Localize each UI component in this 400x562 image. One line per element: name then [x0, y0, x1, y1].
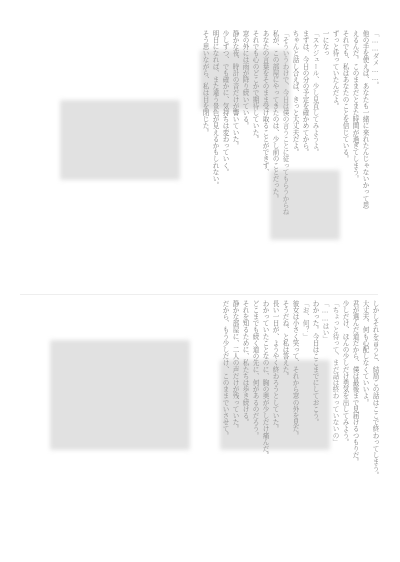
text-column: ずっと待っていたんだよ。: [331, 30, 339, 110]
text-column: 私が、この部屋にやってきたのは、少し前のことだった。: [271, 30, 279, 202]
blurred-region: [50, 340, 190, 450]
text-column: えるんだ。このままだとまた時間が過ぎてしまう。: [351, 30, 359, 182]
text-column: わかった。今日はここまでにしておこう。: [311, 300, 319, 426]
text-column: 少しだけ、ほんの少しだけ勇気を出してみよう。: [341, 300, 349, 446]
text-column: 他の手を使えば、あなたも一緒に来れたんじゃないかって思: [361, 30, 369, 209]
lower-text-block: [20, 300, 378, 540]
text-column: 「そういうわけで、今日は僕の言うことに従ってもらうからね: [281, 30, 289, 215]
text-column: 一になっ: [321, 30, 329, 57]
text-column: 少しずつ、でも確かに、気持ちは変わっていく。: [221, 30, 229, 176]
text-column: わかっていたことなのに、胸の奥が少しだけ痛んだ。: [261, 300, 269, 459]
section-divider: [20, 294, 378, 295]
text-column: 「スケジュール、少し見直してみようよ。: [311, 30, 319, 156]
blurred-region: [270, 170, 340, 240]
text-column: 「お、何？」: [301, 300, 309, 340]
text-column: まずは、今日の分の予定を確かめてから。: [301, 30, 309, 156]
text-column: どこまでも続く道の先に、何があるのだろう。: [251, 300, 259, 439]
text-column: しかしそれを言うと、結局この話はここで終わってしまう。: [371, 300, 379, 479]
text-column: 静かな夜、時計の音だけが響いていた。: [231, 30, 239, 149]
text-column: 明日になれば、また違う景色が見えるかもしれない。: [211, 30, 219, 189]
text-column: 「……はい」: [321, 300, 329, 343]
blurred-region: [60, 100, 180, 180]
text-column: そう思いながら、私は目を閉じた。: [201, 30, 209, 136]
upper-text-block: [20, 30, 378, 290]
text-column: それでも、私はあなたのことを信じている。: [341, 30, 349, 162]
text-column: 「……ダメ……。: [371, 30, 379, 89]
text-column: 静かな部屋に、二人の声だけが残っていた。: [231, 300, 239, 432]
text-column: 「ちょっと待って、まだ話は終わっていないの」: [331, 300, 339, 446]
text-column: 君が選んだ道だから、僕は最後まで見届けるつもりだ。: [351, 300, 359, 465]
text-column: あなたの言葉をそのまま受け取ることができず、: [261, 30, 269, 176]
text-column: 窓の外には雨が降り続いている。: [241, 30, 249, 129]
text-column: 大丈夫、何も心配しなくていいよ。: [361, 300, 369, 406]
text-column: それを知るために、私たちは歩き続ける。: [241, 300, 249, 426]
text-column: だから、もう少しだけ、このままでいさせて。: [221, 300, 229, 439]
text-column: 長い一日が、ようやく終わろうとしていた。: [271, 300, 279, 432]
text-column: 彼女は小さく笑って、それから窓の外を見た。: [291, 300, 299, 439]
blurred-region: [200, 50, 290, 110]
blurred-region: [220, 360, 330, 450]
text-column: それでも心のどこかで期待していた。: [251, 30, 259, 143]
text-column: ちゃんと話し合えば、きっと大丈夫だよ。: [291, 30, 299, 156]
text-column: そうだね、と私は答えた。: [281, 300, 289, 380]
